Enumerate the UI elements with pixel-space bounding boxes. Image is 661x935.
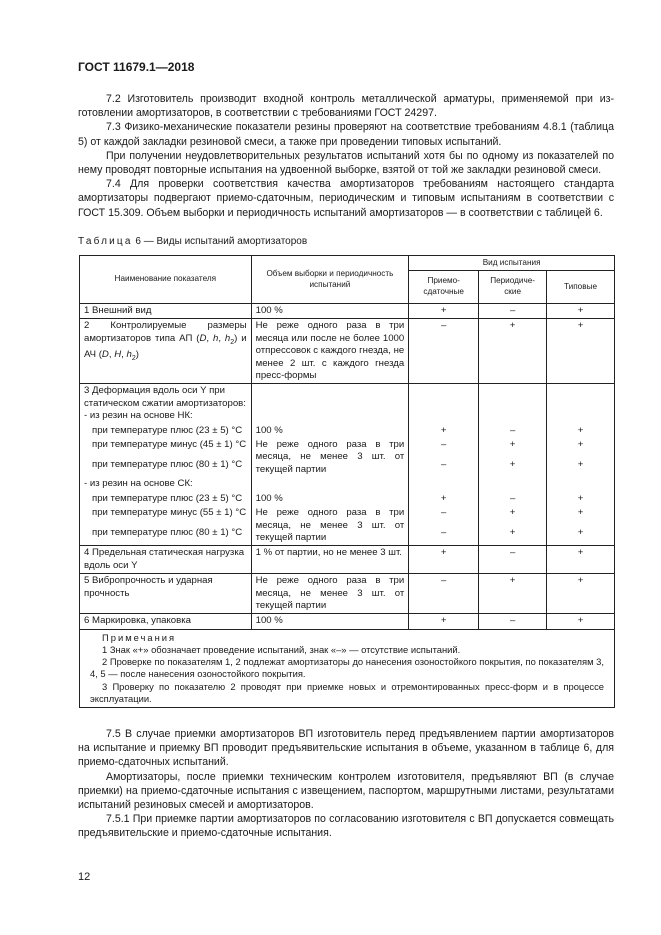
- row1-periodic: –: [479, 304, 547, 319]
- table-caption-prefix: Таблица: [78, 236, 133, 247]
- row2-typical: +: [547, 319, 615, 384]
- row4-acceptance: +: [409, 546, 479, 574]
- row2-volume: Не реже одного раза в три месяца или после не более 1000 отпрессовок с каждого гнезда, не менее 2 шт. с каждого гнезда пресс-формы: [251, 319, 409, 384]
- row3-sk-80-typical: +: [547, 526, 615, 546]
- table-row: [80, 477, 615, 491]
- row3-nk-23-acceptance: +: [409, 424, 479, 438]
- row3-heading: 3 Деформация вдоль оси Y при статическом сжатии амортизаторов: - из резин на основе НК:: [80, 384, 252, 424]
- paragraph-7-4: 7.4 Для проверки соответствия качества амортизаторов требованиям настоящего стандарта амортизаторы подвергают приемо-сдаточным, периодическим и типовым испытаниям в соответствии с ГОСТ 15.309. Объем выборки и периодичность испытаний амортизаторов — в соответствии с таблицей 6.: [78, 178, 614, 219]
- row6-periodic: –: [479, 614, 547, 629]
- table-caption-title: — Виды испытаний амортизаторов: [143, 236, 308, 247]
- row3-nk-80-periodic: +: [479, 458, 547, 478]
- row6-volume: 100 %: [251, 614, 409, 629]
- header-test-type: Вид испытания: [409, 256, 615, 271]
- notes-header: Примечания: [102, 631, 177, 643]
- row3-sk-m55-periodic: +: [479, 506, 547, 526]
- row2-name: 2 Контролируемые размеры амортизаторов типа АП (D, h, $h_2$) и АЧ (D, H, $h_2$): [80, 319, 252, 384]
- row3-sk-23-acceptance: +: [409, 492, 479, 506]
- paragraph-7-2: 7.2 Изготовитель производит входной контроль металлической арматуры, применяемой при из-готовлении амортизаторов, в соответствии с требованиями ГОСТ 24297.: [78, 93, 614, 120]
- row3-sk-23-periodic: –: [479, 492, 547, 506]
- row1-volume: 100 %: [251, 304, 409, 319]
- row6-name: 6 Маркировка, упаковка: [80, 614, 252, 629]
- header-periodic: Периодиче-ские: [479, 271, 547, 304]
- row4-name: 4 Предельная статическая нагрузка вдоль оси Y: [80, 546, 252, 574]
- page-number: 12: [78, 871, 91, 883]
- document-header: ГОСТ 11679.1—2018: [78, 60, 195, 74]
- note-3: 3 Проверку по показателю 2 проводят при приемке новых и отремонтированных пресс-форм и в процессе эксплуатации.: [90, 680, 604, 704]
- header-typical: Типовые: [547, 271, 615, 304]
- row4-volume: 1 % от партии, но не менее 3 шт.: [251, 546, 409, 574]
- row3-sk-23-name: при температуре плюс (23 ± 5) °С: [80, 492, 252, 506]
- row3-nk-80-acceptance: –: [409, 458, 479, 478]
- row3-nk-m45-periodic: +: [479, 438, 547, 458]
- row3-nk-23-volume: 100 %: [251, 424, 409, 438]
- row3-nk-m45-name: при температуре минус (45 ± 1) °С: [80, 438, 252, 458]
- table-notes: [80, 629, 615, 707]
- row3-sk-23-typical: +: [547, 492, 615, 506]
- table-caption-number: 6: [135, 236, 141, 247]
- table-row: [80, 384, 615, 424]
- row3-sk-m55-name: при температуре минус (55 ± 1) °С: [80, 506, 252, 526]
- row5-name: 5 Вибропрочность и ударная прочность: [80, 574, 252, 614]
- header-sample-volume: Объем выборки и периодичность испытаний: [251, 256, 409, 304]
- row3-sk-volume: Не реже одного раза в три месяца, не менее 3 шт. от текущей партии: [251, 506, 409, 546]
- bottom-text-block: [78, 727, 614, 841]
- row4-periodic: –: [479, 546, 547, 574]
- row5-acceptance: –: [409, 574, 479, 614]
- row3-nk-80-typical: +: [547, 458, 615, 478]
- row6-acceptance: +: [409, 614, 479, 629]
- note-2: 2 Проверке по показателям 1, 2 подлежат амортизаторы до нанесения озоностойкого покрытия, по показателям 3, 4, 5 — после нанесения озоностойкого покрытия.: [90, 656, 604, 680]
- row1-name: 1 Внешний вид: [80, 304, 252, 319]
- row1-typical: +: [547, 304, 615, 319]
- table-row: [80, 546, 615, 574]
- paragraph-7-5-1: 7.5.1 При приемке партии амортизаторов по согласованию изготовителя с ВП допускается совмещать предъявительские и приемо-сдаточные испытания.: [78, 813, 614, 840]
- paragraph-presentation: Амортизаторы, после приемки техническим контролем изготовителя, предъявляют ВП (в случае приемки) на приемо-сдаточные испытания с извещением, паспортом, маршрутными листами, результатами испытаний резиновых смесей и амортизаторов.: [78, 770, 614, 812]
- paragraph-retest: При получении неудовлетворительных результатов испытаний хотя бы по одному из показателей по нему проводят повторные испытания на удвоенной выборке, взятой от той же закладки резиновой смеси.: [78, 149, 614, 177]
- table-caption: [78, 236, 307, 247]
- paragraph-7-5: 7.5 В случае приемки амортизаторов ВП изготовитель перед предъявлением партии амортизаторов на испытание и приемку ВП проводит предъявительские испытания в объеме, указанном в таблице 6, для приемо-сдаточных испытаний.: [78, 728, 614, 769]
- row1-acceptance: +: [409, 304, 479, 319]
- row3-sk-80-periodic: +: [479, 526, 547, 546]
- row3-sk-23-volume: 100 %: [251, 492, 409, 506]
- table-row: [80, 424, 615, 438]
- row2-acceptance: –: [409, 319, 479, 384]
- row5-volume: Не реже одного раза в три месяца, не менее 3 шт. от текущей партии: [251, 574, 409, 614]
- row3-nk-m45-acceptance: –: [409, 438, 479, 458]
- row3-sk-m55-typical: +: [547, 506, 615, 526]
- row3-nk-volume: Не реже одного раза в три месяца, не менее 3 шт. от текущей партии: [251, 438, 409, 477]
- row2-periodic: +: [479, 319, 547, 384]
- row3-nk-23-typical: +: [547, 424, 615, 438]
- table-row: [80, 614, 615, 629]
- note-1: 1 Знак «+» обозначает проведение испытаний, знак «–» — отсутствие испытаний.: [102, 643, 461, 655]
- row3-sk-80-acceptance: –: [409, 526, 479, 546]
- row3-sk-heading: - из резин на основе СК:: [80, 477, 252, 491]
- row3-sk-80-name: при температуре плюс (80 ± 1) °С: [80, 526, 252, 546]
- table-row: [80, 319, 615, 384]
- row5-typical: +: [547, 574, 615, 614]
- row5-periodic: +: [479, 574, 547, 614]
- paragraph-7-3: 7.3 Физико-механические показатели резины проверяют на соответствие требованиям 4.8.1 (таблица 5) от каждой закладки резиновой смеси, а также при проведении типовых испытаний.: [78, 121, 614, 148]
- row3-nk-23-periodic: –: [479, 424, 547, 438]
- row3-nk-m45-typical: +: [547, 438, 615, 458]
- header-acceptance: Приемо-сдаточные: [409, 271, 479, 304]
- table-row: [80, 304, 615, 319]
- row6-typical: +: [547, 614, 615, 629]
- row3-sk-m55-acceptance: –: [409, 506, 479, 526]
- row3-nk-23-name: при температуре плюс (23 ± 5) °С: [80, 424, 252, 438]
- header-indicator-name: Наименование показателя: [80, 256, 252, 304]
- row4-typical: +: [547, 546, 615, 574]
- table-notes-row: [80, 629, 615, 707]
- table-row: [80, 506, 615, 526]
- top-text-block: [78, 92, 614, 220]
- table-row: [80, 438, 615, 458]
- test-types-table: [79, 255, 615, 708]
- table-row: [80, 492, 615, 506]
- row3-nk-80-name: при температуре плюс (80 ± 1) °С: [80, 458, 252, 478]
- table-row: [80, 574, 615, 614]
